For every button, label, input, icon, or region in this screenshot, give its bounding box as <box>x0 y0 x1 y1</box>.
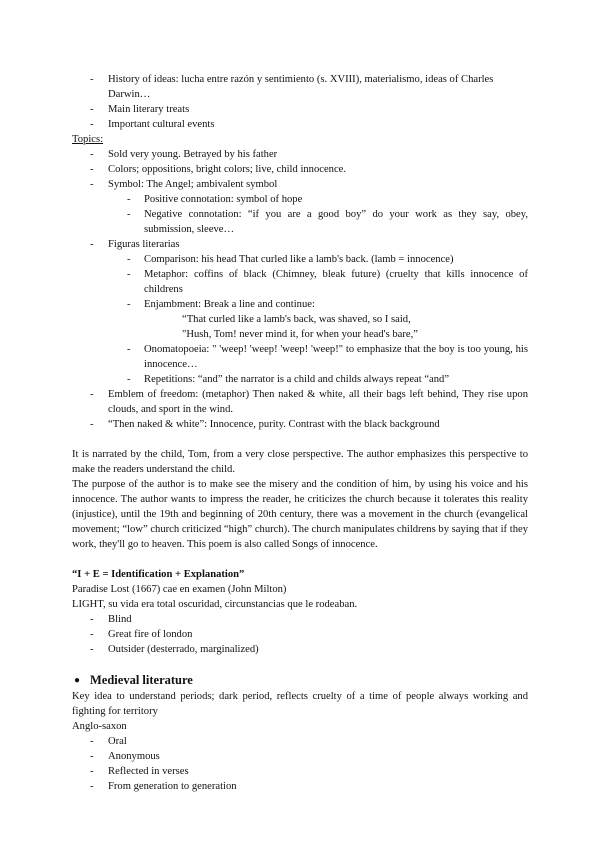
list-item-text: Symbol: The Angel; ambivalent symbol <box>108 179 278 190</box>
sub-list-item: - Repetitions: “and” the narrator is a child and childs always repeat “and” <box>127 374 450 385</box>
list-item: - Oral <box>90 736 127 747</box>
list-item: - Symbol: The Angel; ambivalent symbol <box>90 179 278 190</box>
list-item-text: Repetitions: “and” the narrator is a child and childs always repeat “and” <box>144 374 450 385</box>
poem-quote-line: “That curled like a lamb's back, was shaved, so I said, <box>182 314 411 325</box>
list-item-text: “Then naked & white”: Innocence, purity. Contrast with the black background <box>108 419 440 430</box>
sub-list-item: - Positive connotation: symbol of hope <box>127 194 303 205</box>
list-item-text: Enjambment: Break a line and continue: <box>144 299 315 310</box>
list-item: - Great fire of london <box>90 629 193 640</box>
list-item: - History of ideas: lucha entre razón y sentimiento (s. XVIII), materialismo, ideas of Charles Darwin… <box>90 74 494 100</box>
list-item-text: Main literary treats <box>108 104 190 115</box>
list-item: - “Then naked & white”: Innocence, purity. Contrast with the black background <box>90 419 440 430</box>
list-item: - Outsider (desterrado, marginalized) <box>90 644 259 655</box>
paragraph: The purpose of the author is to make see the misery and the condition of him, by using his voice and his innocence. The author wants to impress the reader, he criticizes the church because it tolerates this reality (injustice), until the 19th and beginning of 20th century, there was a movement in the church (evangelical movement; “low” church criticized “high” church). The church manipulates childrens by saying that if they work, they'll go to heaven. This poem is also called Songs of innocence. <box>72 479 528 550</box>
list-item: - Reflected in verses <box>90 766 189 777</box>
list-item: - Sold very young. Betrayed by his father <box>90 149 278 160</box>
list-item-text: Colors; oppositions, bright colors; live, child innocence. <box>108 164 347 175</box>
list-item-text: Important cultural events <box>108 119 215 130</box>
anglo-saxon-list <box>72 734 528 794</box>
section-heading: “I + E = Identification + Explanation” <box>72 569 245 580</box>
spacer <box>72 657 528 672</box>
list-item-text: History of ideas: lucha entre razón y sentimiento (s. XVIII), materialismo, ideas of Charles Darwin… <box>108 74 494 100</box>
paragraph: It is narrated by the child, Tom, from a very close perspective. The author emphasizes this perspective to make the readers understand the child. <box>72 449 528 475</box>
list-item-text: From generation to generation <box>108 781 237 792</box>
paragraph: Key idea to understand periods; dark period, reflects cruelty of a time of people always working and fighting for territory <box>72 691 528 717</box>
list-item-text: Figuras literarias <box>108 239 180 250</box>
list-item: - Emblem of freedom: (metaphor) Then naked & white, all their bags left behind, They rise upon clouds, and sport in the wind. <box>90 389 528 415</box>
document-page <box>72 72 528 794</box>
list-item-text: Anonymous <box>108 751 160 762</box>
subheading: Anglo-saxon <box>72 721 127 732</box>
sub-list-item: - Negative connotation: “if you are a good boy” do your work as they say, obey, submission, sleeve… <box>127 209 528 235</box>
list-item-text: Positive connotation: symbol of hope <box>144 194 303 205</box>
list-item-text: Emblem of freedom: (metaphor) Then naked & white, all their bags left behind, They rise upon clouds, and sport in the wind. <box>108 389 528 415</box>
list-item-text: Comparison: his head That curled like a lamb's back. (lamb = innocence) <box>144 254 454 265</box>
list-item-text: Onomatopoeia: " 'weep! 'weep! 'weep! 'weep!" to emphasize that the boy is too young, his innocence… <box>144 344 528 370</box>
list-item: - Important cultural events <box>90 119 215 130</box>
spacer <box>72 552 528 567</box>
spacer <box>72 432 528 447</box>
list-item: - Blind <box>90 614 132 625</box>
sub-list-item: - Enjambment: Break a line and continue: <box>127 299 315 310</box>
list-item-text: Sold very young. Betrayed by his father <box>108 149 278 160</box>
list-item: - Colors; oppositions, bright colors; live, child innocence. <box>90 164 347 175</box>
sub-list-item: - Metaphor: coffins of black (Chimney, bleak future) (cruelty that kills innocence of childrens <box>127 269 528 295</box>
list-item-text: Metaphor: coffins of black (Chimney, bleak future) (cruelty that kills innocence of childrens <box>144 269 528 295</box>
intro-list <box>72 72 528 132</box>
list-item: - Anonymous <box>90 751 160 762</box>
medieval-heading <box>72 672 528 689</box>
list-item-text: Great fire of london <box>108 629 193 640</box>
bullet-icon: ● <box>74 675 81 686</box>
sub-list-item: - Onomatopoeia: " 'weep! 'weep! 'weep! 'weep!" to emphasize that the boy is too young, his innocence… <box>127 344 528 370</box>
list-item-text: Oral <box>108 736 127 747</box>
list-item-text: Blind <box>108 614 132 625</box>
list-item-text: Reflected in verses <box>108 766 189 777</box>
list-item-text: Negative connotation: “if you are a good boy” do your work as they say, obey, submission, sleeve… <box>144 209 528 235</box>
heading-text: Medieval literature <box>90 673 193 687</box>
list-item: - Figuras literarias <box>90 239 180 250</box>
sub-list-item: - Comparison: his head That curled like a lamb's back. (lamb = innocence) <box>127 254 454 265</box>
topics-label: Topics: <box>72 134 104 145</box>
poem-quote-line: "Hush, Tom! never mind it, for when your head's bare,” <box>182 329 418 340</box>
milton-list <box>72 612 528 657</box>
list-item-text: Outsider (desterrado, marginalized) <box>108 644 259 655</box>
paragraph: Paradise Lost (1667) cae en examen (John Milton) <box>72 584 287 595</box>
list-item: - From generation to generation <box>90 781 237 792</box>
paragraph: LIGHT, su vida era total oscuridad, circunstancias que le rodeaban. <box>72 599 358 610</box>
list-item: - Main literary treats <box>90 104 190 115</box>
topics-list <box>72 147 528 432</box>
